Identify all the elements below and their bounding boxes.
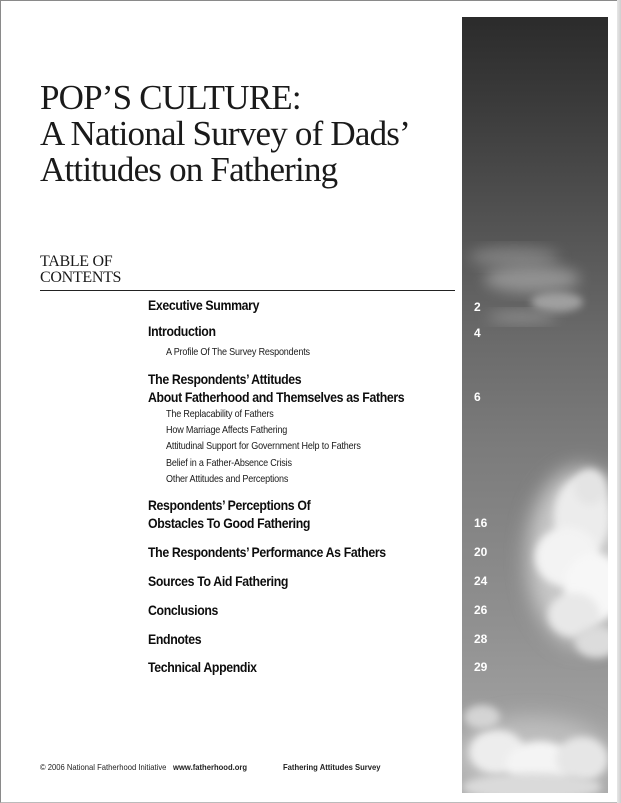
toc-subentry[interactable]: The Replacability of Fathers	[166, 408, 274, 420]
large-cloud	[527, 467, 608, 658]
toc-entry-endnotes[interactable]: Endnotes	[148, 631, 202, 647]
toc-heading-line-1: TABLE OF	[40, 253, 113, 270]
upper-cloud	[469, 247, 583, 323]
lower-cloud	[462, 705, 608, 793]
toc-entry-introduction[interactable]: Introduction	[148, 323, 216, 339]
title-line-3: Attitudes on Fathering	[40, 150, 338, 189]
title-line-1: POP’S CULTURE:	[40, 78, 301, 117]
page-number-perceptions: 16	[474, 516, 488, 530]
toc-divider	[40, 290, 455, 291]
page-number-technical-appendix: 29	[474, 660, 488, 674]
toc-entry-perceptions-line-1[interactable]: Respondents’ Perceptions Of	[148, 497, 311, 513]
toc-subentry[interactable]: Attitudinal Support for Government Help to Fathers	[166, 440, 361, 452]
clouds-illustration	[462, 17, 608, 793]
toc-subentry[interactable]: How Marriage Affects Fathering	[166, 424, 288, 436]
toc-entry-executive-summary[interactable]: Executive Summary	[148, 297, 260, 313]
document-title	[40, 80, 410, 188]
footer-copyright: © 2006 National Fatherhood Initiative	[40, 762, 167, 772]
toc-entry-technical-appendix[interactable]: Technical Appendix	[148, 659, 257, 675]
toc-entry-performance[interactable]: The Respondents’ Performance As Fathers	[148, 544, 386, 560]
toc-entry-respondents-attitudes-line-1[interactable]: The Respondents’ Attitudes	[148, 371, 302, 387]
toc-entry-sources[interactable]: Sources To Aid Fathering	[148, 573, 289, 589]
toc-heading	[40, 254, 121, 286]
footer-publication-title: Fathering Attitudes Survey	[283, 762, 381, 772]
toc-entry-conclusions[interactable]: Conclusions	[148, 602, 219, 618]
page-number-sources: 24	[474, 574, 488, 588]
footer-website-link[interactable]: www.fatherhood.org	[173, 762, 248, 772]
sky-photograph	[462, 17, 608, 793]
toc-entry-perceptions-line-2[interactable]: Obstacles To Good Fathering	[148, 515, 311, 531]
toc-entry-respondents-attitudes-line-2[interactable]: About Fatherhood and Themselves as Fathers	[148, 389, 405, 405]
toc-subentry[interactable]: Belief in a Father-Absence Crisis	[166, 457, 292, 469]
page-number-performance: 20	[474, 545, 488, 559]
page-number-executive-summary: 2	[474, 300, 481, 314]
toc-subentry[interactable]: A Profile Of The Survey Respondents	[166, 346, 310, 358]
title-line-2: A National Survey of Dads’	[40, 114, 410, 153]
page-number-endnotes: 28	[474, 632, 488, 646]
toc-heading-line-2: CONTENTS	[40, 269, 122, 286]
page-number-conclusions: 26	[474, 603, 488, 617]
page-number-respondents-attitudes: 6	[474, 390, 481, 404]
page-number-introduction: 4	[474, 326, 481, 340]
toc-subentry[interactable]: Other Attitudes and Perceptions	[166, 473, 289, 485]
page-edge-shadow	[617, 0, 621, 803]
